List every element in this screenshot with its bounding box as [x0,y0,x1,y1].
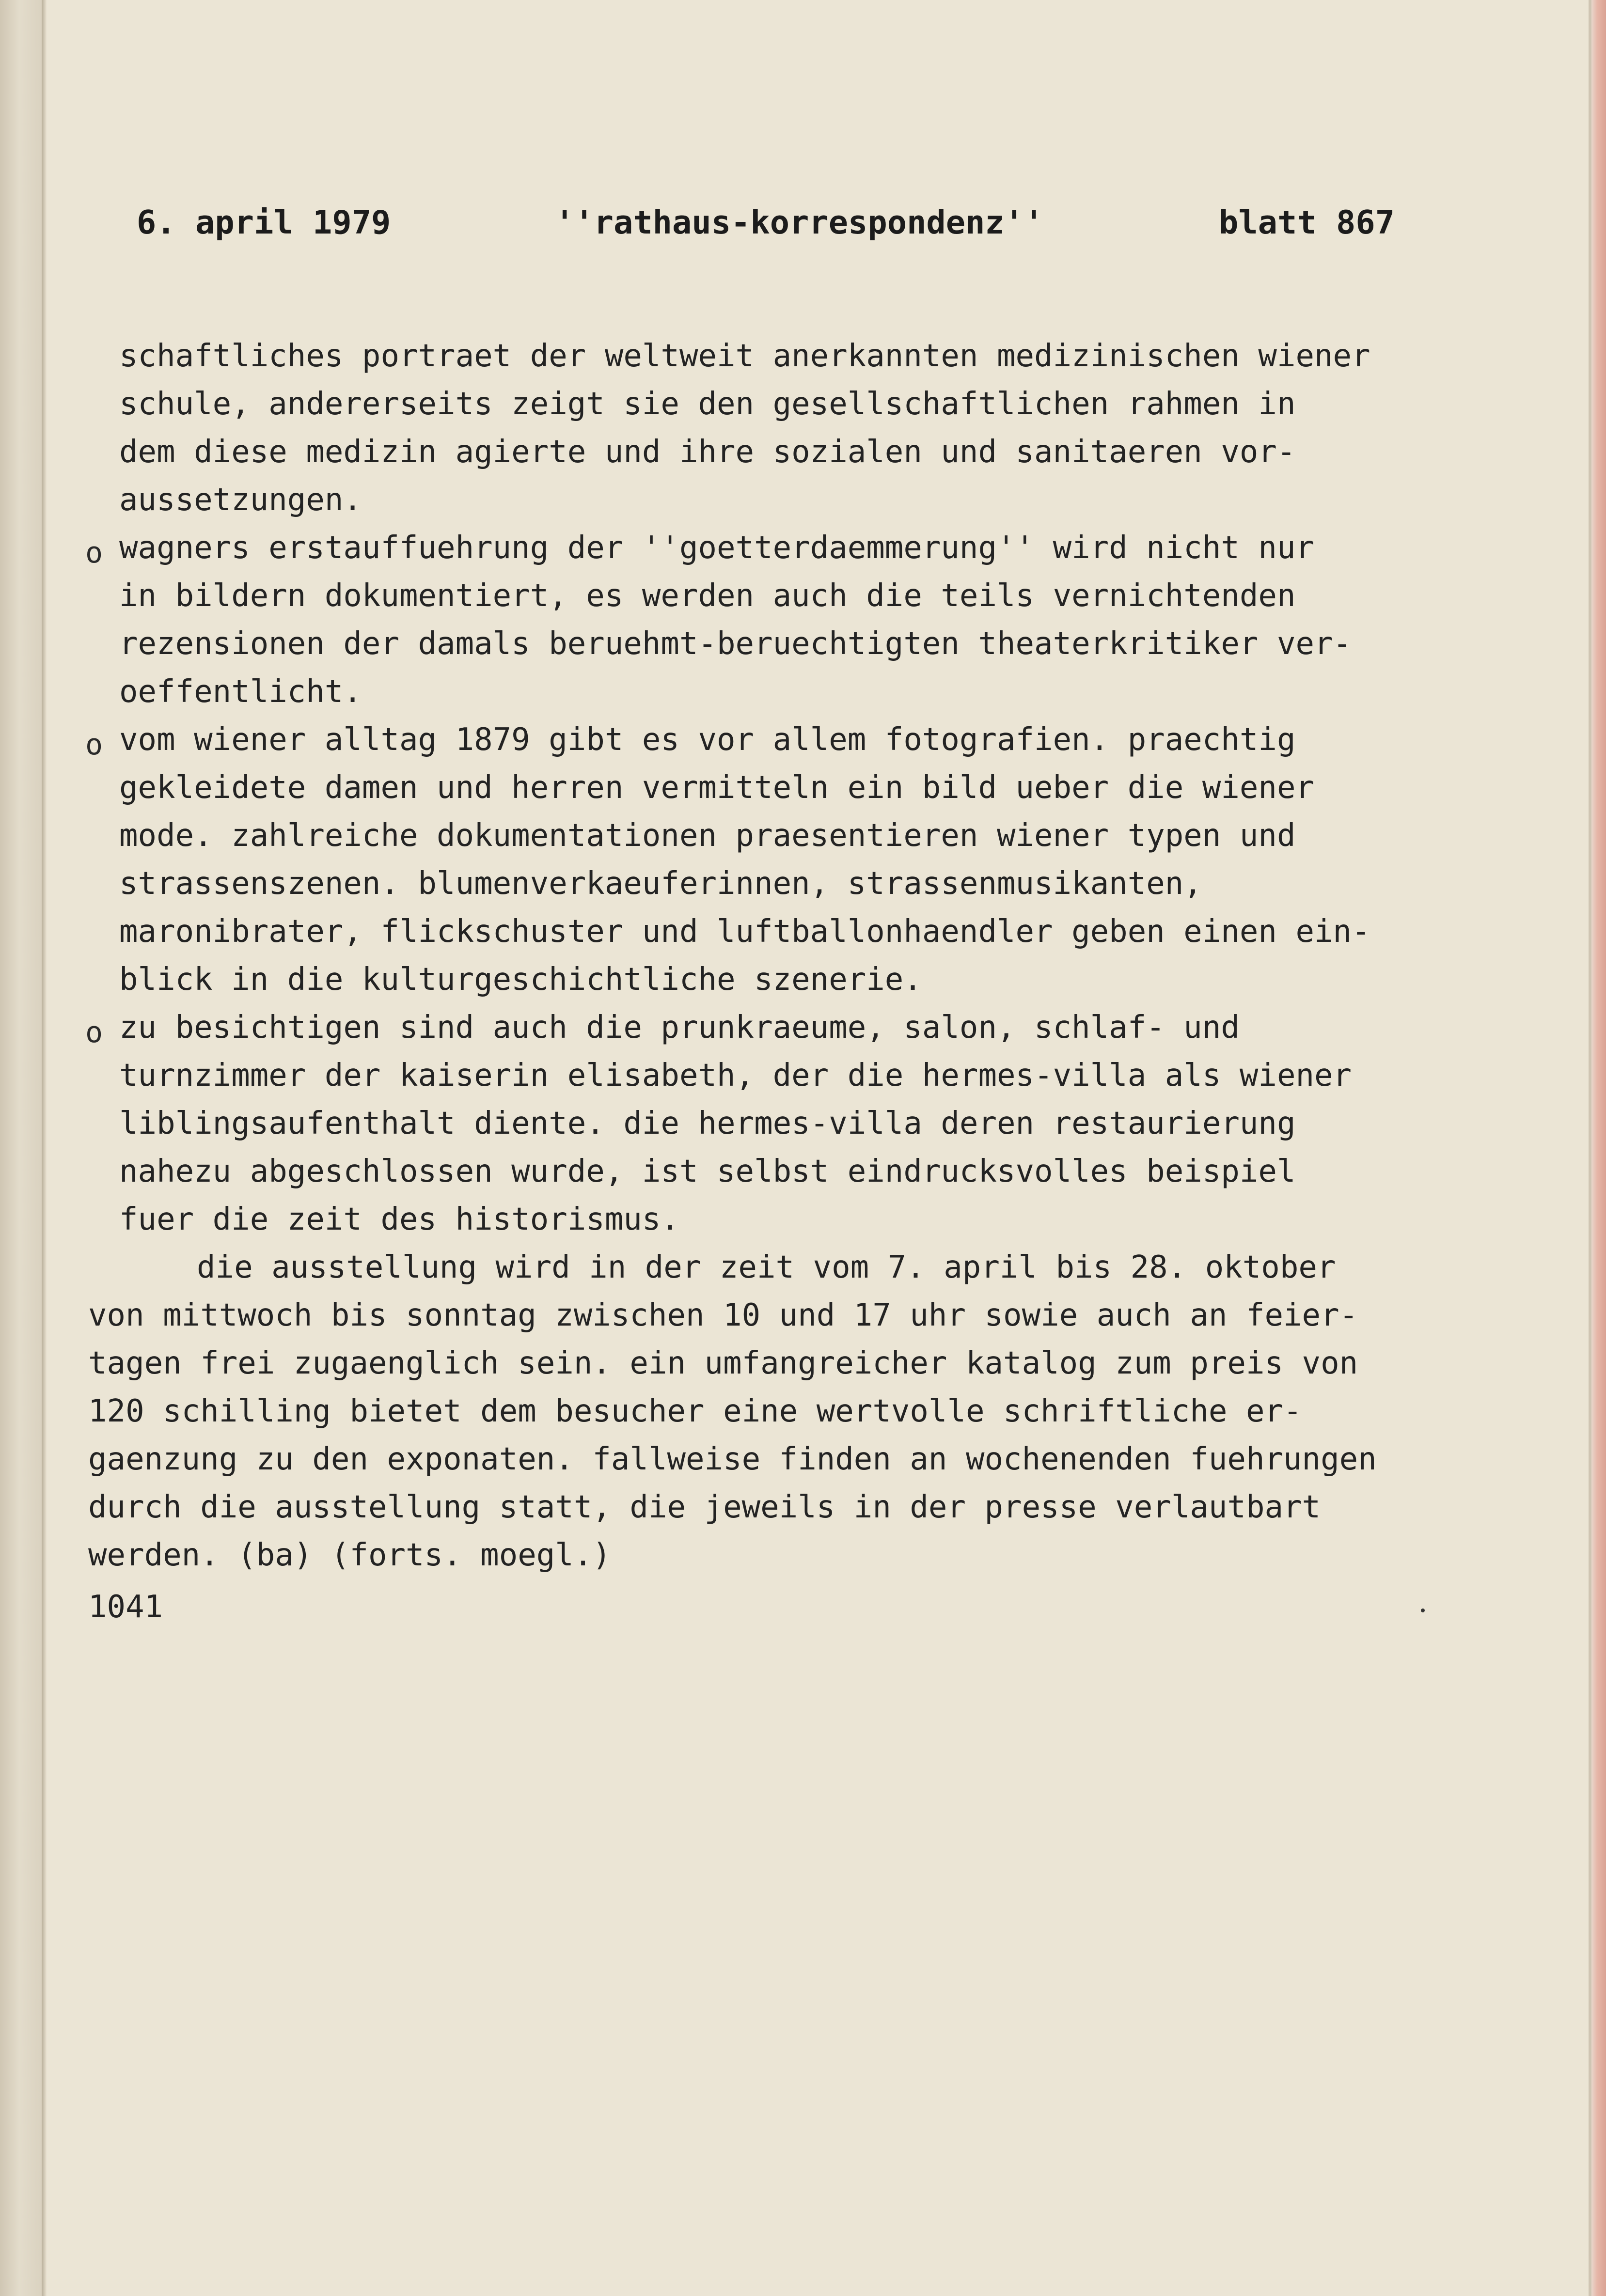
text-line: liblingsaufenthalt diente. die hermes-villa deren restaurierung [119,1106,1296,1141]
text-line: zu besichtigen sind auch die prunkraeume, salon, schlaf- und [119,1010,1240,1046]
list-bullet: o [85,536,103,570]
ink-dot [1421,1609,1425,1612]
document-number: 1041 [88,1589,163,1625]
document-page [47,0,1589,2296]
list-bullet: o [85,1015,103,1049]
text-line: die ausstellung wird in der zeit vom 7. april bis 28. oktober [197,1250,1336,1285]
header-sheet-number: blatt 867 [1219,203,1395,241]
text-line: in bildern dokumentiert, es werden auch die teils vernichtenden [119,578,1296,614]
text-line: oeffentlicht. [119,674,362,710]
text-line: fuer die zeit des historismus. [119,1202,679,1237]
text-line: mode. zahlreiche dokumentationen praesentieren wiener typen und [119,818,1296,854]
right-paper-edge [1591,0,1606,2296]
header-date: 6. april 1979 [137,203,391,241]
text-line: gaenzung zu den exponaten. fallweise finden an wochenenden fuehrungen [88,1441,1377,1477]
page-header [47,203,1589,247]
text-line: schule, andererseits zeigt sie den gesellschaftlichen rahmen in [119,386,1296,422]
text-line: nahezu abgeschlossen wurde, ist selbst eindrucksvolles beispiel [119,1154,1296,1189]
text-line: werden. (ba) (forts. moegl.) [88,1537,611,1573]
text-line: strassenszenen. blumenverkaeuferinnen, strassenmusikanten, [119,866,1202,902]
header-title: ''rathaus-korrespondenz'' [555,203,1044,241]
text-line: maronibrater, flickschuster und luftballonhaendler geben einen ein- [119,914,1370,950]
adjacent-page-edge [0,0,44,2296]
text-line: aussetzungen. [119,482,362,518]
text-line: von mittwoch bis sonntag zwischen 10 und 17 uhr sowie auch an feier- [88,1297,1358,1333]
binding-shadow [42,0,47,2296]
text-line: 120 schilling bietet dem besucher eine wertvolle schriftliche er- [88,1393,1302,1429]
text-line: wagners erstauffuehrung der ''goetterdaemmerung'' wird nicht nur [119,530,1314,566]
text-line: tagen frei zugaenglich sein. ein umfangreicher katalog zum preis von [88,1345,1358,1381]
text-line: durch die ausstellung statt, die jeweils in der presse verlautbart [88,1489,1321,1525]
text-line: turnzimmer der kaiserin elisabeth, der die hermes-villa als wiener [119,1058,1352,1093]
text-line: blick in die kulturgeschichtliche szenerie. [119,962,922,998]
text-line: gekleidete damen und herren vermitteln ein bild ueber die wiener [119,770,1314,806]
text-line: dem diese medizin agierte und ihre sozialen und sanitaeren vor- [119,434,1296,470]
text-line: schaftliches portraet der weltweit anerkannten medizinischen wiener [119,338,1370,374]
text-line: rezensionen der damals beruehmt-beruechtigten theaterkritiker ver- [119,626,1352,662]
list-bullet: o [85,728,103,762]
text-line: vom wiener alltag 1879 gibt es vor allem fotografien. praechtig [119,722,1296,758]
